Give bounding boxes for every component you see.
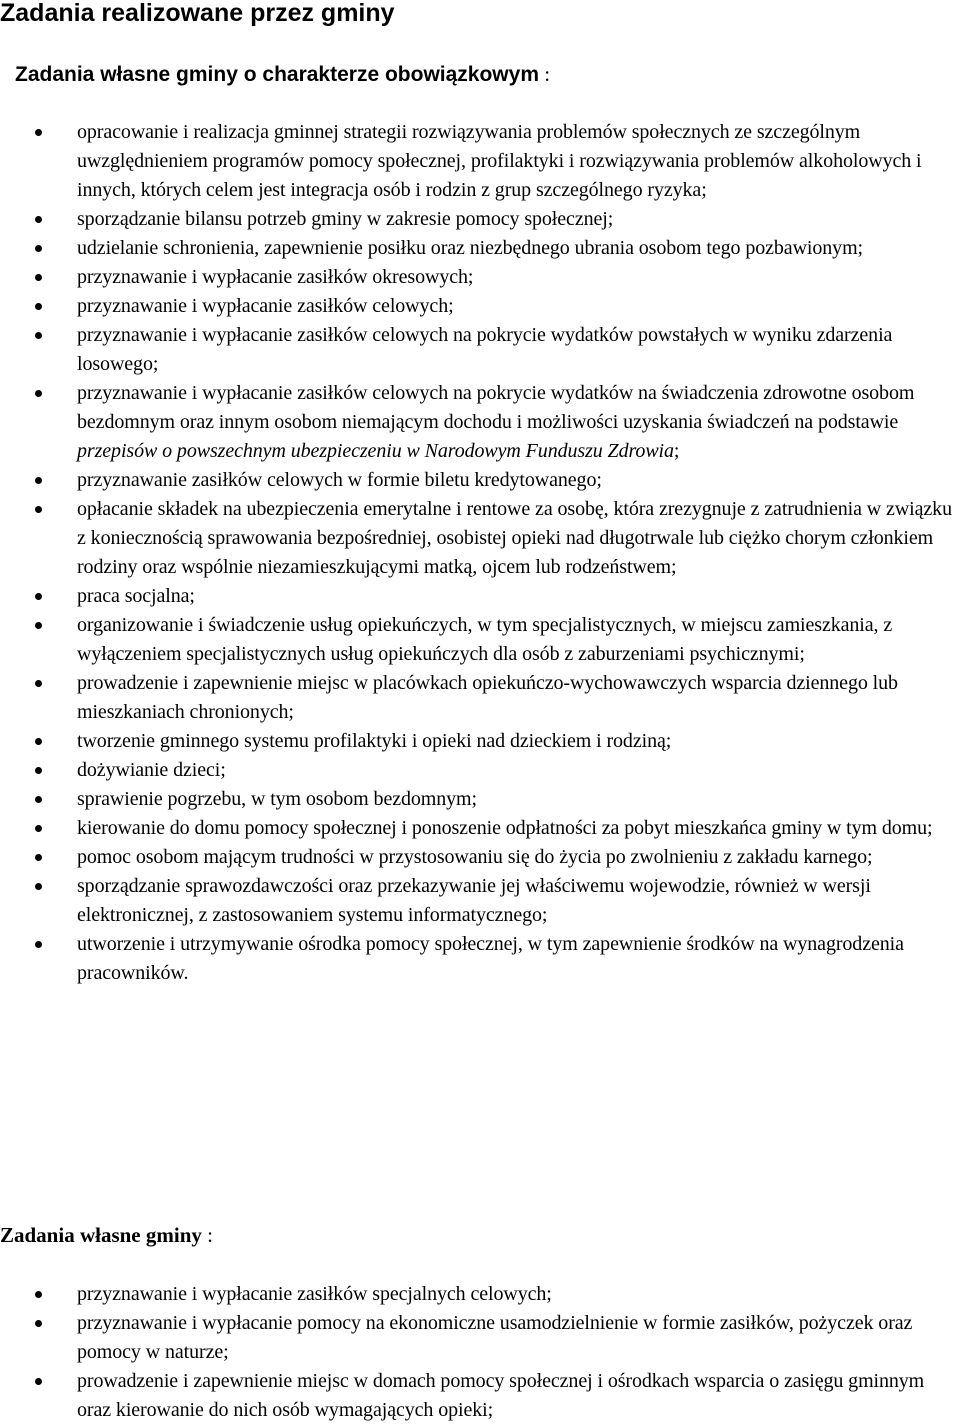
list-item-text: organizowanie i świadczenie usług opiekuńczych, w tym specjalistycznych, w miejscu zamieszkania, z wyłączeniem specjalistycznych usług opiekuńczych dla osób z zaburzeniami psychicznymi;: [77, 614, 893, 665]
bullet-icon: [35, 245, 42, 252]
section-title-own: [0, 1222, 213, 1248]
list-item-text: utworzenie i utrzymywanie ośrodka pomocy społecznej, w tym zapewnienie środków na wynagrodzenia pracowników.: [77, 933, 904, 984]
bullet-icon: [35, 129, 42, 136]
list-item-italic-text: przepisów o powszechnym ubezpieczeniu w Narodowym Funduszu Zdrowia: [77, 440, 674, 462]
list-item-text: pomoc osobom mającym trudności w przystosowaniu się do życia po zwolnieniu z zakładu karnego;: [77, 846, 873, 868]
list-item-text: kierowanie do domu pomocy społecznej i ponoszenie odpłatności za pobyt mieszkańca gminy w tym domu;: [77, 817, 933, 839]
bullet-icon: [35, 825, 42, 832]
bullet-icon: [35, 767, 42, 774]
list-item: [0, 872, 960, 930]
own-task-list: [0, 1280, 960, 1425]
bullet-icon: [35, 1378, 42, 1385]
list-item-text: praca socjalna;: [77, 585, 195, 607]
bullet-icon: [35, 274, 42, 281]
bullet-icon: [35, 1291, 42, 1298]
list-item-text: sporządzanie bilansu potrzeb gminy w zakresie pomocy społecznej;: [77, 208, 614, 230]
list-item: [0, 1309, 960, 1367]
bullet-icon: [35, 680, 42, 687]
list-item: [0, 727, 960, 756]
list-item-text: przyznawanie i wypłacanie zasiłków okresowych;: [77, 266, 474, 288]
list-item: [0, 582, 960, 611]
list-item-text: prowadzenie i zapewnienie miejsc w domach pomocy społecznej i ośrodkach wsparcia o zasięgu gminnym oraz kierowanie do nich osób wymagających opieki;: [77, 1370, 925, 1421]
list-item-text: przyznawanie i wypłacanie zasiłków celowych na pokrycie wydatków powstałych w wyniku zdarzenia losowego;: [77, 324, 893, 375]
bullet-icon: [35, 941, 42, 948]
bullet-icon: [35, 796, 42, 803]
list-item-text: ;: [673, 440, 680, 462]
document-title: Zadania realizowane przez gminy: [0, 0, 395, 27]
bullet-icon: [35, 216, 42, 223]
section-title-text: Zadania własne gminy o charakterze obowiązkowym: [15, 63, 539, 86]
list-item: [0, 466, 960, 495]
list-item: [0, 785, 960, 814]
list-item: [0, 1280, 960, 1309]
list-item: [0, 1367, 960, 1425]
bullet-icon: [35, 622, 42, 629]
list-item: [0, 669, 960, 727]
list-item: [0, 292, 960, 321]
list-item-text: prowadzenie i zapewnienie miejsc w placówkach opiekuńczo-wychowawczych wsparcia dziennego lub mieszkaniach chronionych;: [77, 672, 898, 723]
list-item: [0, 843, 960, 872]
list-item: [0, 495, 960, 582]
list-item: [0, 118, 960, 205]
list-item: [0, 930, 960, 988]
list-item: [0, 814, 960, 843]
mandatory-task-list: [0, 118, 960, 988]
list-item: [0, 234, 960, 263]
list-item-text: sprawienie pogrzebu, w tym osobom bezdomnym;: [77, 788, 477, 810]
list-item-text: przyznawanie i wypłacanie zasiłków celowych na pokrycie wydatków na świadczenia zdrowotne osobom bezdomnym oraz innym osobom niemającym dochodu i możliwości uzyskania świadczeń na podstawie: [77, 382, 915, 433]
bullet-icon: [35, 593, 42, 600]
bullet-icon: [35, 738, 42, 745]
section-title-mandatory: [15, 61, 550, 88]
list-item: [0, 379, 960, 466]
bullet-icon: [35, 390, 42, 397]
bullet-icon: [35, 303, 42, 310]
list-item-text: tworzenie gminnego systemu profilaktyki i opieki nad dzieckiem i rodziną;: [77, 730, 672, 752]
bullet-icon: [35, 1320, 42, 1327]
list-item-text: sporządzanie sprawozdawczości oraz przekazywanie jej właściwemu wojewodzie, również w wersji elektronicznej, z zastosowaniem systemu informatycznego;: [77, 875, 871, 926]
section-title-text: Zadania własne gminy: [0, 1223, 202, 1247]
bullet-icon: [35, 477, 42, 484]
list-item-text: przyznawanie zasiłków celowych w formie biletu kredytowanego;: [77, 469, 602, 491]
list-item-text: opracowanie i realizacja gminnej strategii rozwiązywania problemów społecznych ze szczególnym uwzględnieniem programów pomocy społecznej, profilaktyki i rozwiązywania problemów alkoholowych i innych, których celem jest integracja osób i rodzin z grup szczególnego ryzyka;: [77, 121, 922, 201]
list-item-text: dożywianie dzieci;: [77, 759, 226, 781]
list-item-text: przyznawanie i wypłacanie pomocy na ekonomiczne usamodzielnienie w formie zasiłków, pożyczek oraz pomocy w naturze;: [77, 1312, 913, 1363]
section-title-colon: :: [539, 62, 551, 86]
bullet-icon: [35, 854, 42, 861]
bullet-icon: [35, 506, 42, 513]
bullet-icon: [35, 883, 42, 890]
list-item-text: udzielanie schronienia, zapewnienie posiłku oraz niezbędnego ubrania osobom tego pozbawionym;: [77, 237, 863, 259]
list-item-text: opłacanie składek na ubezpieczenia emerytalne i rentowe za osobę, która zrezygnuje z zatrudnienia w związku z koniecznością sprawowania bezpośredniej, osobistej opieki nad długotrwale lub ciężko chorym członkiem rodziny oraz wspólnie niezamieszkującymi matką, ojcem lub rodzeństwem;: [77, 498, 952, 578]
list-item: [0, 205, 960, 234]
list-item: [0, 321, 960, 379]
list-item-text: przyznawanie i wypłacanie zasiłków specjalnych celowych;: [77, 1283, 552, 1305]
list-item: [0, 756, 960, 785]
list-item: [0, 611, 960, 669]
section-title-colon: :: [201, 1223, 213, 1247]
list-item-text: przyznawanie i wypłacanie zasiłków celowych;: [77, 295, 454, 317]
list-item: [0, 263, 960, 292]
bullet-icon: [35, 332, 42, 339]
